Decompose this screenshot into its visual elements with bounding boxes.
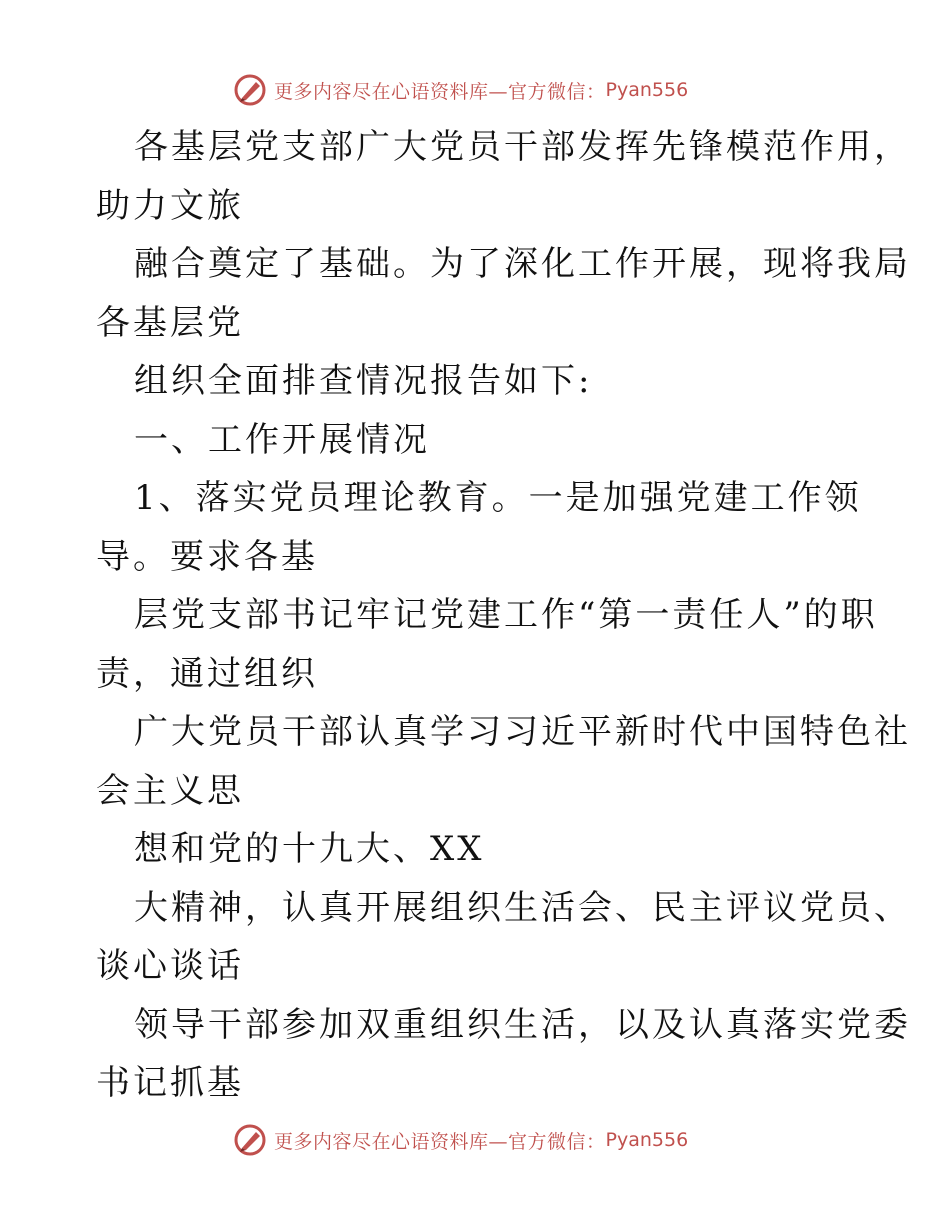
- header-watermark: [232, 70, 688, 110]
- text-line: 各基层党支部广大党员干部发挥先锋模范作用，: [134, 127, 911, 167]
- text-line: 组织全面排查情况报告如下:: [134, 361, 593, 401]
- text-line: 1、落实党员理论教育。一是加强党建工作领: [134, 478, 862, 518]
- text-line: 会主义思: [96, 770, 244, 811]
- text-line: 各基层党: [96, 302, 244, 343]
- text-line: 大精神，认真开展组织生活会、民主评议党员、: [134, 887, 911, 928]
- watermark-text: 更多内容尽在心语资料库—官方微信：: [274, 1130, 606, 1153]
- document-body: [96, 118, 911, 1113]
- text-line: 领导干部参加双重组织生活，以及认真落实党委: [134, 1004, 911, 1045]
- pen-logo-icon: [232, 1122, 268, 1158]
- text-line: 想和党的十九大、XX: [134, 829, 485, 869]
- watermark-wechat-id: Pyan556: [605, 1129, 689, 1151]
- footer-watermark: [232, 1120, 688, 1160]
- text-line: 导。要求各基: [96, 536, 318, 577]
- watermark-text: 更多内容尽在心语资料库—官方微信：: [274, 80, 606, 103]
- text-line: 助力文旅: [96, 185, 244, 226]
- text-line: 层党支部书记牢记党建工作“第一责任人”的职: [134, 595, 878, 635]
- text-line: 广大党员干部认真学习习近平新时代中国特色社: [134, 712, 911, 752]
- pen-logo-icon: [232, 72, 268, 108]
- text-line: 书记抓基: [96, 1063, 244, 1103]
- text-line: 责，通过组织: [96, 653, 318, 694]
- text-line: 一、工作开展情况: [134, 419, 430, 460]
- text-line: 融合奠定了基础。为了深化工作开展，现将我局: [134, 244, 911, 284]
- watermark-wechat-id: Pyan556: [605, 79, 689, 101]
- text-line: 谈心谈话: [96, 946, 244, 986]
